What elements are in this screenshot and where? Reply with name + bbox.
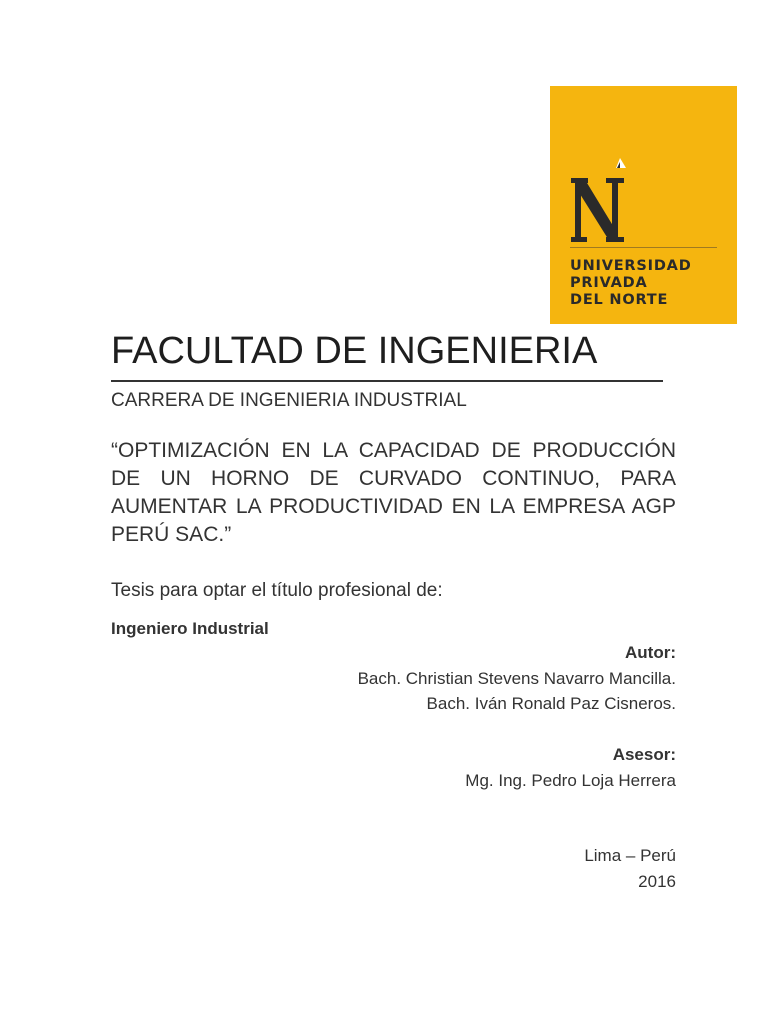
- thesis-title: “OPTIMIZACIÓN EN LA CAPACIDAD DE PRODUCCIÓN DE UN HORNO DE CURVADO CONTINUO, PARA AUMENTAR LA PRODUCTIVIDAD EN LA EMPRESA AGP PERÚ SAC.”: [111, 439, 676, 546]
- faculty-heading: FACULTAD DE INGENIERIA: [111, 330, 598, 372]
- logo-line: DEL NORTE: [570, 292, 669, 308]
- heading-divider: [111, 380, 663, 382]
- logo-line: PRIVADA: [570, 275, 648, 291]
- logo-line: UNIVERSIDAD: [570, 258, 692, 274]
- career-name: CARRERA DE INGENIERIA INDUSTRIAL: [111, 390, 467, 411]
- advisor-label: Asesor:: [612, 745, 676, 764]
- author-label: Autor:: [625, 643, 676, 662]
- advisor-name: Mg. Ing. Pedro Loja Herrera: [465, 771, 676, 790]
- author-name: Bach. Iván Ronald Paz Cisneros.: [426, 694, 676, 713]
- place: Lima – Perú: [584, 846, 676, 865]
- university-logo: [550, 86, 737, 324]
- author-name: Bach. Christian Stevens Navarro Mancilla.: [357, 669, 676, 688]
- year: 2016: [638, 872, 676, 891]
- logo-divider: [570, 247, 717, 248]
- degree-title: Ingeniero Industrial: [111, 619, 269, 638]
- university-n-emblem-icon: [570, 156, 630, 246]
- thesis-purpose: Tesis para optar el título profesional de:: [111, 580, 443, 601]
- logo-wordmark: [570, 258, 730, 309]
